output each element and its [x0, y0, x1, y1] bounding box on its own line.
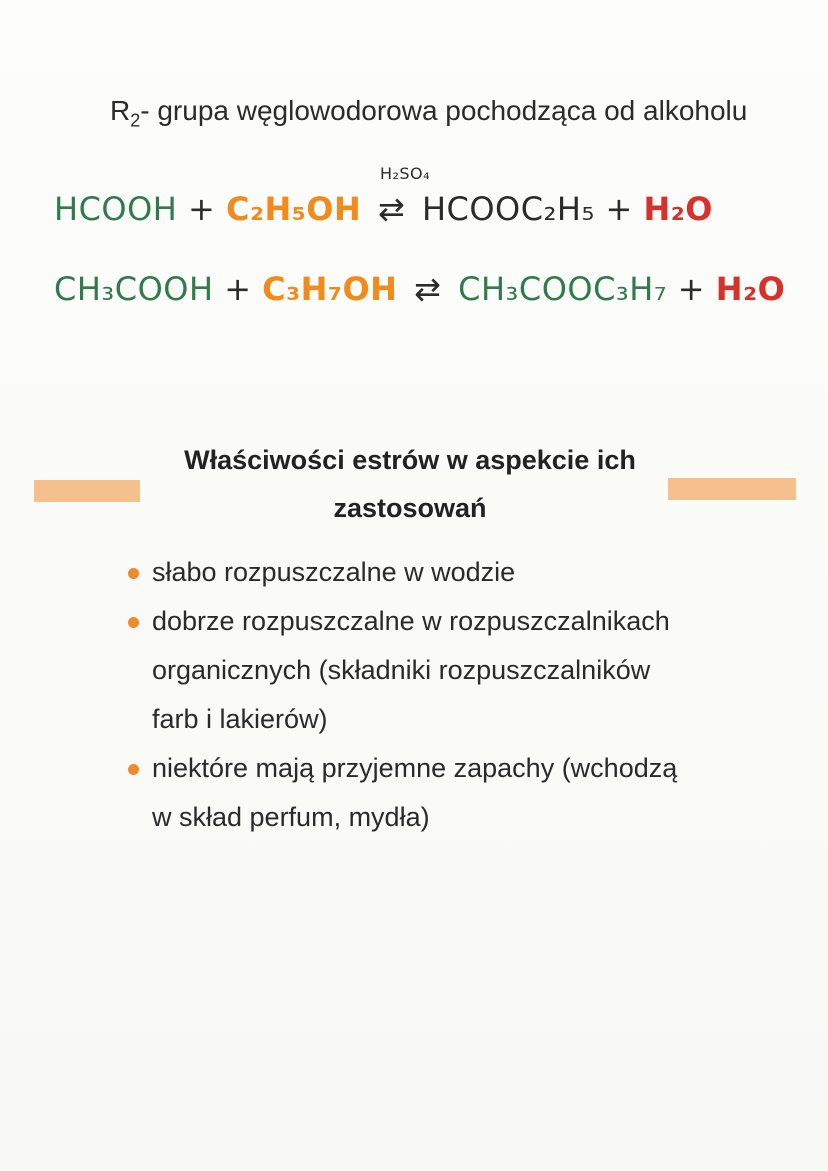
eq2-water: H₂O	[715, 270, 786, 308]
eq2-acid: CH₃COOH	[54, 270, 214, 308]
eq1-water: H₂O	[643, 190, 713, 228]
list-item-text: niektóre mają przyjemne zapachy (wchodzą w skład perfum, mydła)	[152, 753, 678, 832]
highlighter-stroke-right	[668, 478, 796, 500]
eq2-plus-2: +	[677, 270, 706, 308]
equilibrium-arrow-icon: ⇄	[414, 270, 442, 308]
bullet-dot-icon	[128, 764, 139, 775]
section-heading: Właściwości estrów w aspekcie ich zastosowań	[184, 445, 636, 523]
equation-1	[54, 164, 713, 228]
list-item	[124, 597, 684, 744]
r2-definition-text: - grupa węglowodorowa pochodząca od alkoholu	[140, 95, 748, 126]
r-subscript: 2	[130, 110, 141, 131]
eq2-arrow	[414, 270, 441, 308]
eq1-ester: HCOOC₂H₅	[421, 190, 595, 228]
eq1-catalyst: H₂SO₄	[379, 164, 431, 183]
eq1-alcohol: C₂H₅OH	[226, 190, 362, 228]
bullet-dot-icon	[128, 617, 139, 628]
eq2-alcohol: C₃H₇OH	[262, 270, 398, 308]
list-item-text: słabo rozpuszczalne w wodzie	[152, 557, 516, 587]
equilibrium-arrow-icon: ⇄	[377, 190, 406, 228]
r-symbol: R	[110, 95, 131, 126]
list-item	[124, 744, 684, 842]
eq1-plus-2: +	[605, 190, 633, 228]
eq1-plus-1: +	[188, 190, 216, 228]
eq2-ester: CH₃COOC₃H₇	[458, 270, 668, 308]
properties-list	[124, 548, 684, 842]
eq1-acid: HCOOH	[54, 190, 178, 228]
r2-definition	[110, 86, 750, 146]
eq2-plus-1: +	[224, 270, 252, 308]
bullet-dot-icon	[128, 568, 139, 579]
eq1-arrow	[377, 164, 431, 228]
equation-2	[54, 270, 785, 308]
highlighter-stroke-left	[34, 480, 140, 502]
list-item-text: dobrze rozpuszczalne w rozpuszczalnikach organicznych (składniki rozpuszczalników farb i lakierów)	[152, 606, 670, 734]
list-item	[124, 548, 684, 597]
